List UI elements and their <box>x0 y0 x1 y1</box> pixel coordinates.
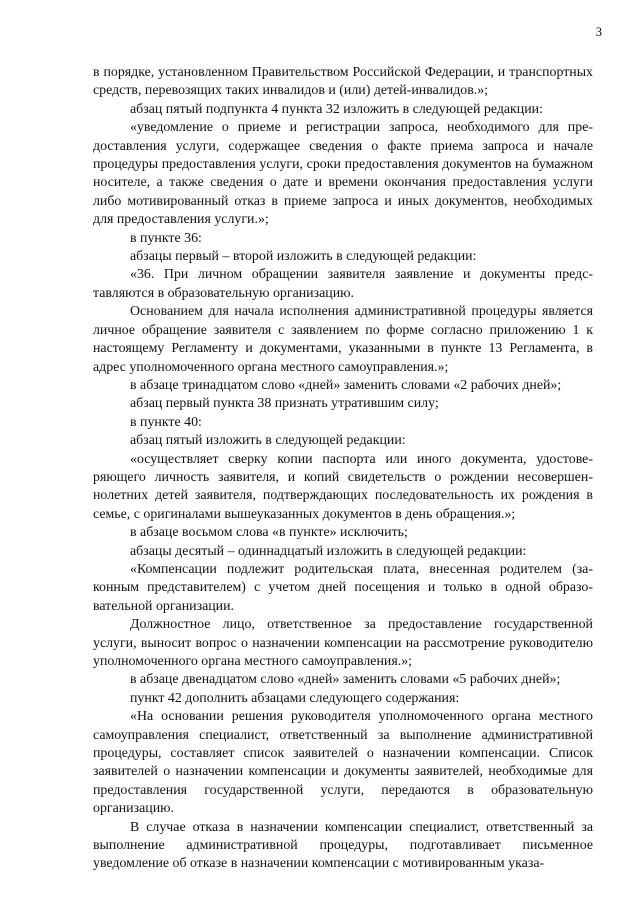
paragraph: Должностное лицо, ответственное за предоставление государственной услуги, выносит вопрос о назначении компенсации на рассмотрение руководителю уполномоченного органа местного самоуправления.»; <box>93 617 593 669</box>
paragraph: пункт 42 дополнить абзацами следующего содержания: <box>130 690 460 706</box>
paragraph: «Компенсации подлежит родительская плата, внесенная родителем (законным представителем) с учетом дней посещения и только в одной образовательной организации. <box>93 561 593 614</box>
paragraph: В случае отказа в назначении компенсации специалист, ответственный за выполнение административной процедуры, подготавливает письменное уведомление об отказе в назначении компенсации с мотивированным указа- <box>93 819 593 872</box>
paragraph: в пункте 36: <box>130 230 202 246</box>
paragraph: в пункте 40: <box>130 414 202 430</box>
paragraph: в абзаце тринадцатом слово «дней» заменить словами «2 рабочих дней»; <box>130 377 562 393</box>
paragraph: «На основании решения руководителя уполномоченного органа местного самоуправления специалист, ответственный за выполнение административной процедуры, составляет список заявителей о назначении компенсации. Список заявителей о назначении компенсации и документы заявителей, необходимые для предоставления государственной услуги, передаются в образовательную организацию. <box>93 709 593 817</box>
paragraph: абзацы десятый – одиннадцатый изложить в следующей редакции: <box>130 543 527 559</box>
paragraph: «36. При личном обращении заявителя заявление и документы представляются в образовательную организацию. <box>93 267 593 301</box>
paragraph: «уведомление о приеме и регистрации запроса, необходимого для предоставления услуги, содержащее сведения о факте приема запроса и начале процедуры предоставления услуги, сроки предоставления документов на бумажном носителе, а также сведения о дате и времени окончания предоставления услуги либо мотивированный отказ в приеме запроса и иных документов, необходимых для предоставления услуги.»; <box>93 120 593 228</box>
paragraph: абзац пятый изложить в следующей редакции: <box>130 433 406 449</box>
paragraph: «осуществляет сверку копии паспорта или иного документа, удостоверяющего личность заявителя, и копий свидетельств о рождении несовершеннолетних детей заявителя, подтверждающих последовательность их рождения в семье, с оригиналами вышеуказанных документов в день обращения.»; <box>93 451 593 522</box>
page-number: 3 <box>595 25 602 39</box>
paragraph: в абзаце двенадцатом слово «дней» заменить словами «5 рабочих дней»; <box>130 672 561 688</box>
paragraph: абзац первый пункта 38 признать утратившим силу; <box>130 396 439 412</box>
paragraph: абзац пятый подпункта 4 пункта 32 изложить в следующей редакции: <box>130 101 543 117</box>
paragraph: в абзаце восьмом слова «в пункте» исключить; <box>130 525 408 541</box>
paragraph: абзацы первый – второй изложить в следующей редакции: <box>130 249 477 265</box>
paragraph: Основанием для начала исполнения административной процедуры является личное обращение заявителя с заявлением по форме согласно приложению 1 к настоящему Регламенту и документами, указанными в пункте 13 Регламента, в адрес уполномоченного органа местного самоуправления.»; <box>93 304 593 375</box>
paragraph: в порядке, установленном Правительством Российской Федерации, и транспортных средств, перевозящих таких инвалидов и (или) детей-инвалидов.»; <box>93 65 593 99</box>
document-body <box>93 64 593 874</box>
